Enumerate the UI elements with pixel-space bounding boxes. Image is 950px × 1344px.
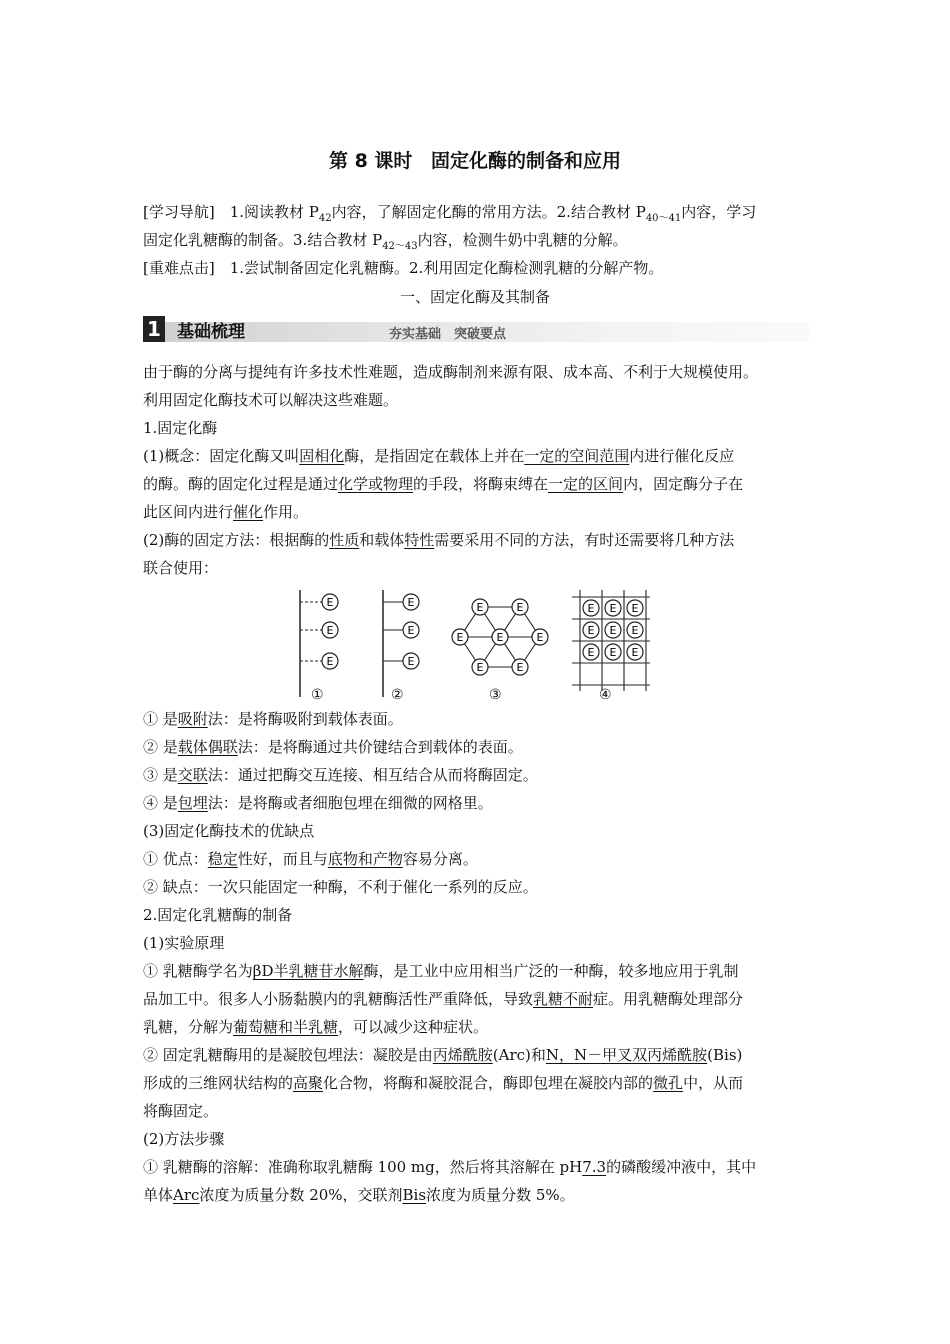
concept-line-3: 此区间内进行催化作用。 — [143, 503, 309, 521]
page-title — [0, 146, 950, 173]
diagram-label-4: ④ — [599, 687, 612, 703]
enzyme-label: E — [326, 655, 334, 668]
enzyme-label: E — [631, 602, 639, 615]
method-a2: ② 是载体偶联法：是将酶通过共价键结合到载体的表面。 — [143, 738, 523, 756]
enzyme-label: E — [587, 646, 595, 659]
enzyme-label: E — [456, 631, 464, 644]
study-guide-line-1: [学习导航] 1.阅读教材 $P_{42}$内容，了解固定化酶的常用方法。2.结合教材 $P_{40\sim 41}$内容，学习 — [143, 203, 757, 224]
lesson-title: 固定化酶的制备和应用 — [431, 150, 622, 172]
heading-2: 2.固定化乳糖酶的制备 — [143, 906, 293, 924]
pros-cons-heading: (3)固定化酶技术的优缺点 — [143, 822, 315, 840]
enzyme-label: E — [587, 624, 595, 637]
enzyme-label: E — [476, 601, 484, 614]
diagram-label-3: ③ — [489, 687, 502, 703]
cons-line: ② 缺点：一次只能固定一种酶，不利于催化一系列的反应。 — [143, 878, 538, 896]
covalent-coupling-diagram — [383, 590, 419, 697]
enzyme-label: E — [631, 624, 639, 637]
enzyme-label: E — [631, 646, 639, 659]
banner-number: 1 — [143, 316, 165, 342]
enzyme-label: E — [609, 624, 617, 637]
method-a3: ③ 是交联法：通过把酶交互连接、相互结合从而将酶固定。 — [143, 766, 538, 784]
heading-1: 1.固定化酶 — [143, 419, 218, 437]
principle-heading: (1)实验原理 — [143, 934, 225, 952]
enzyme-label: E — [476, 661, 484, 674]
concept-line-2: 的酶。酶的固定化过程是通过化学或物理的手段，将酶束缚在一定的区间内，固定酶分子在 — [143, 475, 744, 493]
lesson-number: 第 8 课时 — [328, 150, 413, 172]
steps-heading: (2)方法步骤 — [143, 1130, 225, 1148]
diagram-label-2: ② — [391, 687, 404, 703]
banner-label: 基础梳理 — [177, 322, 245, 342]
gel-line-1: ② 固定乳糖酶用的是凝胶包埋法：凝胶是由丙烯酰胺(Arc)和N，N－甲叉双丙烯酰胺(Bis) — [143, 1046, 743, 1064]
enzyme-label: E — [326, 624, 334, 637]
step-line-1: ① 乳糖酶的溶解：准确称取乳糖酶 100 mg，然后将其溶解在 pH7.3的磷酸缓冲液中，其中 — [143, 1158, 757, 1176]
key-points-line: [重难点击] 1.尝试制备固定化乳糖酶。2.利用固定化酶检测乳糖的分解产物。 — [143, 259, 664, 277]
concept-line-1: (1)概念：固定化酶又叫固相化酶，是指固定在载体上并在一定的空间范围内进行催化反应 — [143, 447, 735, 465]
para-intro-1: 由于酶的分离与提纯有许多技术性难题，造成酶制剂来源有限、成本高、不利于大规模使用。 — [143, 363, 759, 381]
enzyme-label: E — [609, 602, 617, 615]
method-a4: ④ 是包埋法：是将酶或者细胞包埋在细微的网格里。 — [143, 794, 493, 812]
enzyme-label: E — [496, 631, 504, 644]
enzyme-label: E — [516, 601, 524, 614]
section-heading: 一、固定化酶及其制备 — [399, 288, 550, 306]
banner-basic-review — [143, 314, 809, 342]
enzyme-label: E — [536, 631, 544, 644]
adsorption-diagram — [300, 590, 338, 697]
enzyme-label: E — [407, 655, 415, 668]
para-intro-2: 利用固定化酶技术可以解决这些难题。 — [143, 391, 399, 409]
method-line-1: (2)酶的固定方法：根据酶的性质和载体特性需要采用不同的方法，有时还需要将几种方法 — [143, 531, 735, 549]
diagram-label-1: ① — [311, 687, 324, 703]
enzyme-label: E — [516, 661, 524, 674]
principle-line-1: ① 乳糖酶学名为βD半乳糖苷水解酶，是工业中应用相当广泛的一种酶，较多地应用于乳制 — [143, 962, 739, 980]
method-a1: ① 是吸附法：是将酶吸附到载体表面。 — [143, 710, 403, 728]
principle-line-2: 品加工中。很多人小肠黏膜内的乳糖酶活性严重降低，导致乳糖不耐症。用乳糖酶处理部分 — [143, 990, 744, 1008]
entrapment-diagram — [572, 590, 650, 691]
enzyme-label: E — [407, 596, 415, 609]
enzyme-label: E — [609, 646, 617, 659]
step-line-2: 单体Arc浓度为质量分数 20%，交联剂Bis浓度为质量分数 5%。 — [143, 1186, 575, 1204]
enzyme-label: E — [587, 602, 595, 615]
gel-line-3: 将酶固定。 — [143, 1102, 219, 1120]
crosslinking-diagram — [452, 599, 548, 675]
enzyme-label: E — [407, 624, 415, 637]
method-line-2: 联合使用： — [143, 559, 219, 577]
banner-subtitle: 夯实基础 突破要点 — [389, 327, 507, 342]
enzyme-label: E — [326, 596, 334, 609]
principle-line-3: 乳糖，分解为葡萄糖和半乳糖，可以减少这种症状。 — [143, 1018, 489, 1036]
pros-line: ① 优点：稳定性好，而且与底物和产物容易分离。 — [143, 850, 478, 868]
gel-line-2: 形成的三维网状结构的高聚化合物，将酶和凝胶混合，酶即包埋在凝胶内部的微孔中，从而 — [143, 1074, 744, 1092]
study-guide-line-2: 固定化乳糖酶的制备。3.结合教材 $P_{42\sim 43}$内容，检测牛奶中乳糖的分解。 — [143, 231, 628, 252]
